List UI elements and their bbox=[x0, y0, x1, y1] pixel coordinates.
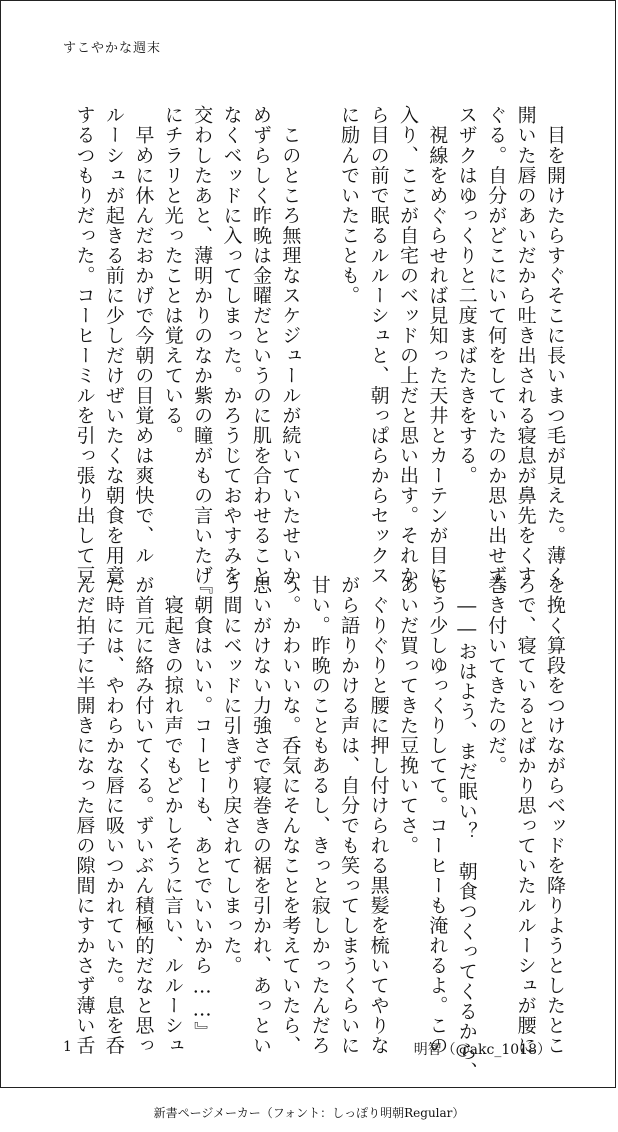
upper-text-block: 目を開けたらすぐそこに長いまつ毛が見えた。薄く 開いた唇のあいだから吐き出される寝息が鼻先をくす ぐる。自分がどこにいて何をしていたのか思い出せず、 スザクはゆっくりと二度まばたきをする。 視線をめぐらせれば見知った天井とカーテンが目に 入り、ここが自宅のベッドの上だと思い出す。それか ら目の前で眠るルルーシュと、朝っぱらからセックス に励んでいたことも。 このところ無理なスケジュールが続いていたせいか、 めずらしく昨晩は金曜だというのに肌を合わせること なくベッドに入ってしまった。かろうじておやすみを 交わしたあと、薄明かりのなか紫の瞳がもの言いたげ にチラリと光ったことは覚えている。 早めに休んだおかげで今朝の目覚めは爽快で、ル ルーシュが起きる前に少しだけぜいたくな朝食を用意 するつもりだった。コーヒーミルを引っ張り出して豆 bbox=[73, 105, 566, 606]
story-title: すこやかな週末 bbox=[63, 41, 162, 56]
generator-caption: 新書ページメーカー（フォント：しっぽり明朝Regular） bbox=[153, 1106, 465, 1120]
author-credit: 明智（@akc_1018） bbox=[413, 1042, 551, 1058]
page-number: 1 bbox=[63, 1039, 72, 1055]
lower-text-block: を挽く算段をつけながらベッドを降りようとしたとこ ろで、寝ているとばかり思っていたルルーシュが腰に 巻き付いてきたのだ。 ――おはよう、まだ眠い？ 朝食つくってくるから、 もう少しゆっくりしてて。コーヒーも淹れるよ。この あいだ買ってきた豆挽いてさ。 ぐりぐりと腰に押し付けられる黒髪を梳いてやりな がら語りかける声は、自分でも笑ってしまうくらいに 甘い。昨晩のこともあるし、きっと寂しかったんだろ う。かわいいな。呑気にそんなことを考えていたら、 思いがけない力強さで寝巻きの裾を引かれ、あっとい う間にベッドに引きずり戻されてしまった。 『朝食はいい。コーヒーも、あとでいいから……』 寝起きの掠れ声でもどかしそうに言い、ルルーシュ が首元に絡み付いてくる。ずいぶん積極的だなと思っ た時には、やわらかな唇に吸いつかれていた。息を呑 んだ拍子に半開きになった唇の隙間にすかさず薄い舌 bbox=[73, 575, 566, 1082]
